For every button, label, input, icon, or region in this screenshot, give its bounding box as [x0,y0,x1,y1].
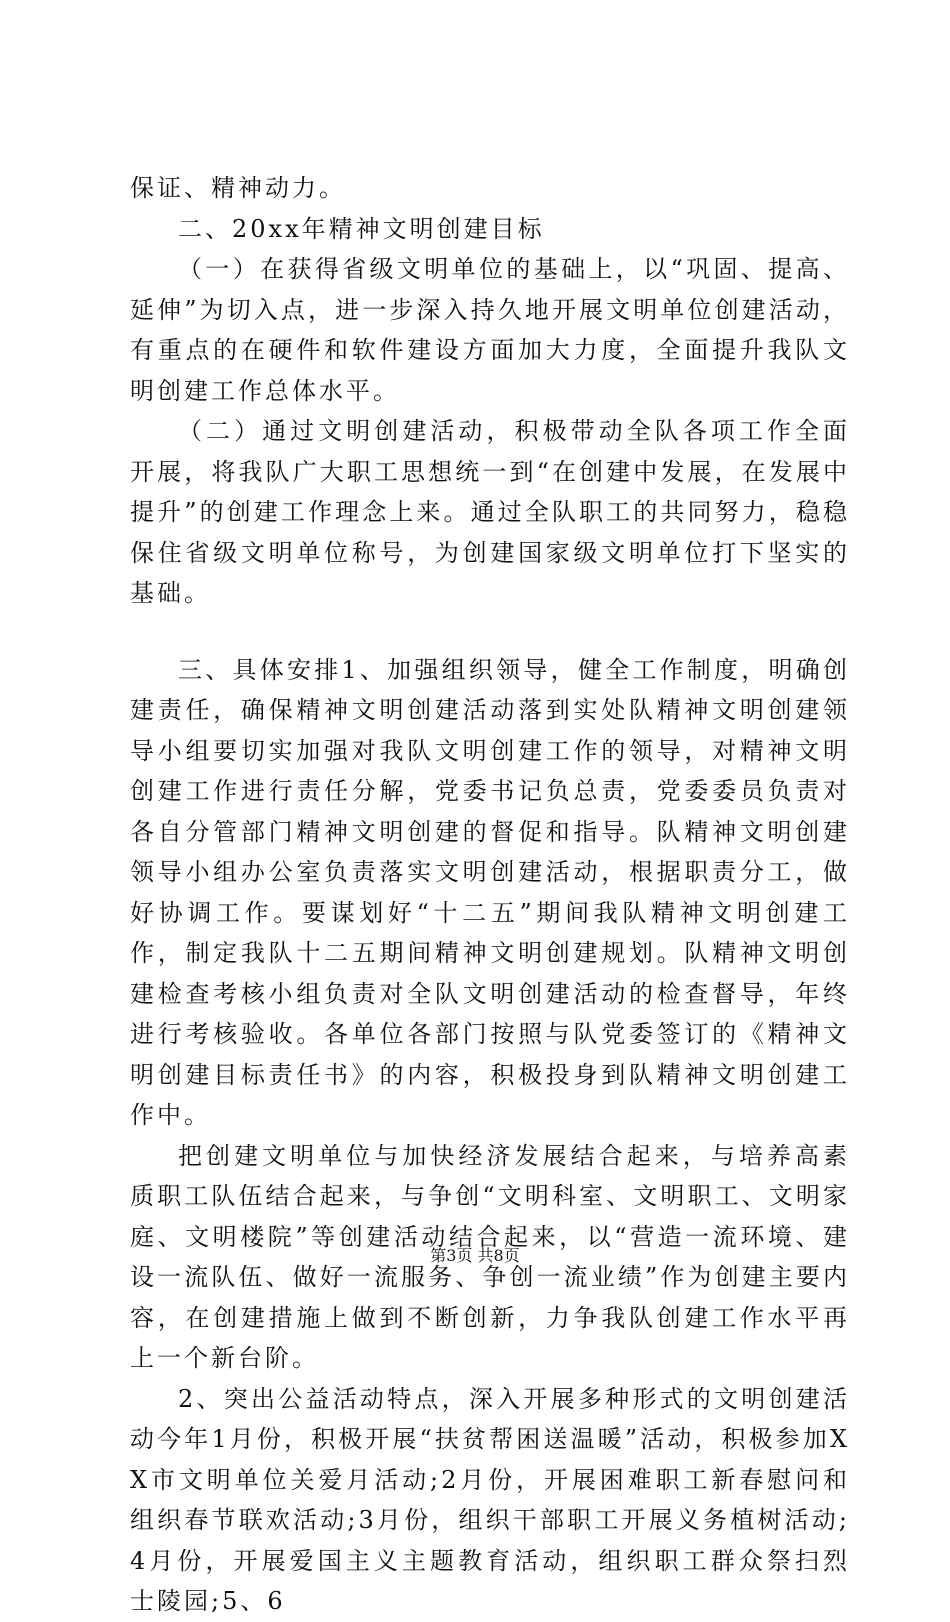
paragraph: （二）通过文明创建活动，积极带动全队各项工作全面开展，将我队广大职工思想统一到“在创建中发展，在发展中提升”的创建工作理念上来。通过全队职工的共同努力，稳稳保住省级文明单位称号，为创建国家级文明单位打下坚实的基础。 [130,417,850,607]
page-footer: 第3页 共8页 [430,1246,520,1265]
paragraph: （一）在获得省级文明单位的基础上，以“巩固、提高、延伸”为切入点，进一步深入持久地开展文明单位创建活动，有重点的在硬件和软件建设方面加大力度，全面提升我队文明创建工作总体水平。 [130,255,850,405]
document-body [130,168,850,1622]
paragraph: 把创建文明单位与加快经济发展结合起来，与培养高素质职工队伍结合起来，与争创“文明科室、文明职工、文明家庭、文明楼院”等创建活动结合起来，以“营造一流环境、建设一流队伍、做好一流服务、争创一流业绩”作为创建主要内容，在创建措施上做到不断创新，力争我队创建工作水平再上一个新台阶。 [130,1141,850,1372]
paragraph: 二、20xx年精神文明创建目标 [178,214,545,243]
paragraph: 三、具体安排1、加强组织领导，健全工作制度，明确创建责任，确保精神文明创建活动落到实处队精神文明创建领导小组要切实加强对我队文明创建工作的领导，对精神文明创建工作进行责任分解，党委书记负总责，党委委员负责对各自分管部门精神文明创建的督促和指导。队精神文明创建领导小组办公室负责落实文明创建活动，根据职责分工，做好协调工作。要谋划好“十二五”期间我队精神文明创建工作，制定我队十二五期间精神文明创建规划。队精神文明创建检查考核小组负责对全队文明创建活动的检查督导，年终进行考核验收。各单位各部门按照与队党委签订的《精神文明创建目标责任书》的内容，积极投身到队精神文明创建工作中。 [130,655,850,1129]
paragraph: 2、突出公益活动特点，深入开展多种形式的文明创建活动今年1月份，积极开展“扶贫帮困送温暖”活动，积极参加XX市文明单位关爱月活动;2月份，开展困难职工新春慰问和组织春节联欢活动;3月份，组织干部职工开展义务植树活动;4月份，开展爱国主义主题教育活动，组织职工群众祭扫烈士陵园;5、6 [130,1384,850,1615]
paragraph: 保证、精神动力。 [130,174,346,202]
paragraph-gap [130,614,850,650]
